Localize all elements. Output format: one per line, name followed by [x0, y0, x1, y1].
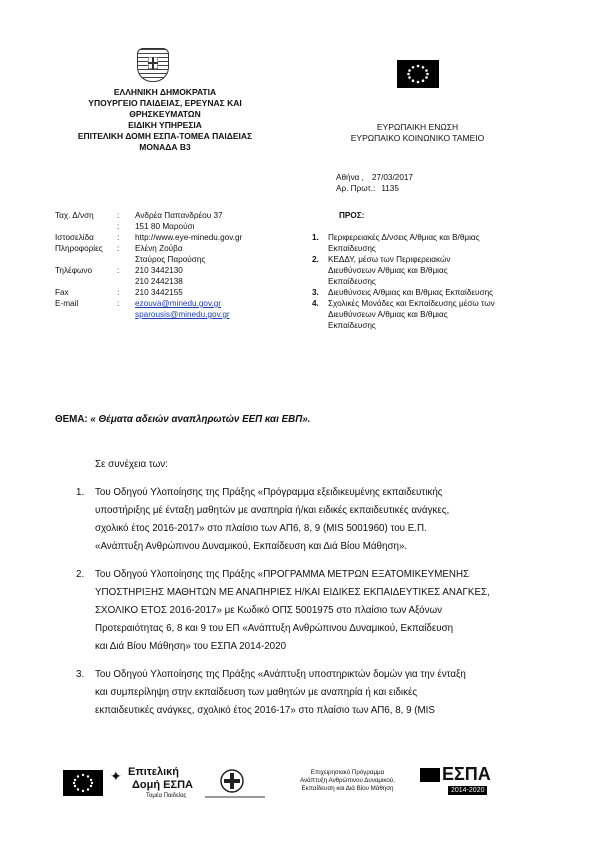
header-line: ΕΠΙΤΕΛΙΚΗ ΔΟΜΗ ΕΣΠΑ-ΤΟΜΕΑ ΠΑΙΔΕΙΑΣ	[77, 131, 253, 141]
document-date: 27/03/2017	[372, 173, 413, 182]
recipient-line: Εκπαίδευσης	[328, 321, 376, 330]
recipient-line: Διευθύνσεις Α/θμιας και Β/θμιας Εκπαίδευσης	[328, 288, 494, 297]
list-item	[76, 666, 513, 720]
contact-label	[55, 221, 117, 232]
espa-title: ΕΣΠΑ	[442, 764, 491, 784]
item-number: 1.	[76, 487, 85, 498]
contact-label: Fax	[55, 288, 69, 297]
program-line: Εκπαίδευση και Διά Βίου Μάθηση	[301, 785, 394, 792]
contact-row: : 151 80 Μαρούσι	[55, 221, 295, 232]
item-line: Του Οδηγού Υλοποίησης της Πράξης «Πρόγραμμα εξειδικευμένης εκπαιδευτικής	[95, 487, 443, 498]
header-line: ΜΟΝΑΔΑ Β3	[139, 142, 191, 152]
contact-block	[55, 210, 295, 320]
recipient-number: 4.	[312, 299, 319, 308]
contact-label: Ιστοσελίδα	[55, 233, 94, 242]
item-line: και συμπερίληψη στην εκπαίδευση των μαθητών με αναπηρία ή και ειδικές	[95, 687, 418, 698]
item-line: «Ανάπτυξη Ανθρώπινου Δυναμικού, Εκπαίδευση και Διά Βίου Μάθηση».	[95, 541, 408, 552]
header-line: ΥΠΟΥΡΓΕΙΟ ΠΑΙΔΕΙΑΣ, ΕΡΕΥΝΑΣ ΚΑΙ	[88, 98, 242, 108]
eu-flag-small-icon	[63, 770, 103, 796]
contact-label	[55, 276, 117, 287]
contact-row: Ιστοσελίδα : http://www.eye-minedu.gov.gr	[55, 233, 243, 242]
espa-structure-logo	[110, 764, 210, 804]
eu-union-label: ΕΥΡΩΠΑΙΚΗ ΕΝΩΣΗ	[376, 122, 459, 132]
program-line: Ανάπτυξη Ανθρώπινου Δυναμικού,	[300, 777, 395, 784]
recipient-line: Εκπαίδευσης	[328, 277, 376, 286]
header-line: ΕΙΔΙΚΗ ΥΠΗΡΕΣΙΑ	[128, 120, 202, 130]
program-text	[285, 769, 410, 793]
logo-subtext: Τομέα Παιδείας	[146, 793, 187, 799]
footer-logos	[55, 764, 540, 809]
item-line: ΥΠΟΣΤΗΡΙΞΗΣ ΜΑΘΗΤΩΝ ΜΕ ΑΝΑΠΗΡΙΕΣ Η/ΚΑΙ ΕΙΔΙΚΕΣ ΕΚΠΑΙΔΕΥΤΙΚΕΣ ΑΝΑΓΚΕΣ,	[95, 587, 490, 598]
greek-emblem	[137, 48, 169, 82]
star-icon: ✦	[110, 768, 122, 784]
subject-label: ΘΕΜΑ:	[55, 414, 88, 425]
espa-flag-icon	[420, 768, 440, 782]
contact-row: Πληροφορίες : Ελένη Ζούβα	[55, 244, 183, 253]
contact-label	[55, 309, 117, 320]
intro-text: Σε συνέχεια των:	[95, 459, 168, 470]
point-list	[76, 484, 513, 720]
logo-text: Επιτελική	[128, 766, 179, 778]
recipient-line: Σχολικές Μονάδες και Εκπαίδευσης μέσω των	[328, 299, 495, 308]
contact-value: Ανδρέα Παπανδρέου 37	[135, 211, 223, 220]
item-line: Του Οδηγού Υλοποίησης της Πράξης «ΠΡΟΓΡΑΜΜΑ ΜΕΤΡΩΝ ΕΞΑΤΟΜΙΚΕΥΜΕΝΗΣ	[95, 569, 470, 580]
contact-row	[55, 276, 295, 287]
subject-text: « Θέματα αδειών αναπληρωτών ΕΕΠ και ΕΒΠ».	[90, 414, 311, 425]
recipients-title: ΠΡΟΣ:	[339, 211, 365, 220]
subject-line	[55, 414, 310, 425]
ministry-emblem-icon	[218, 768, 246, 794]
item-line: και Διά Βίου Μάθηση» του ΕΣΠΑ 2014-2020	[95, 641, 287, 652]
header-line: ΘΡΗΣΚΕΥΜΑΤΩΝ	[129, 109, 201, 119]
item-line: υποστήριξης μέ ένταξη μαθητών με αναπηρία ή/και ειδικές εκπαιδευτικές ανάγκες,	[95, 505, 450, 516]
recipient-number: 1.	[312, 233, 319, 242]
espa-years: 2014-2020	[448, 786, 487, 795]
contact-row	[55, 254, 295, 265]
espa-logo	[420, 764, 500, 800]
contact-label: Τηλέφωνο	[55, 266, 93, 275]
item-line: εκπαιδευτικές ανάγκες, σχολικό έτος 2016-17» στο πλαίσιο των ΑΠ6, 8, 9 (MIS	[95, 705, 435, 716]
contact-row: Τηλέφωνο : 210 3442130	[55, 266, 183, 275]
recipient-item	[312, 254, 537, 287]
recipient-line: Διευθύνσεων Α/θμιας και Β/θμιας	[328, 310, 448, 319]
contact-label: Πληροφορίες	[55, 244, 103, 253]
recipient-item	[312, 232, 537, 254]
email-link[interactable]: sparousis@minedu.gov.gr	[135, 310, 230, 319]
ministry-caption-line	[205, 796, 265, 798]
recipient-item	[312, 287, 537, 298]
item-number: 2.	[76, 569, 85, 580]
contact-row: Ταχ. Δ/νση : Ανδρέα Παπανδρέου 37	[55, 211, 223, 220]
recipient-item	[312, 298, 537, 331]
item-line: ΣΧΟΛΙΚΟ ΕΤΟΣ 2016-2017» με Κωδικό ΟΠΣ 5001975 στο πλαίσιο των Αξόνων	[95, 605, 443, 616]
header-line: ΕΛΛΗΝΙΚΗ ΔΗΜΟΚΡΑΤΙΑ	[113, 87, 217, 97]
contact-value: 151 80 Μαρούσι	[135, 222, 195, 231]
recipient-line: Εκπαίδευσης	[328, 244, 376, 253]
place-label: Αθήνα ,	[336, 173, 364, 182]
contact-label: Ταχ. Δ/νση	[55, 211, 94, 220]
contact-value: 210 2442138	[135, 277, 183, 286]
contact-value: Σταύρος Παρούσης	[135, 255, 206, 264]
protocol-number: 1135	[381, 184, 399, 193]
list-item	[76, 484, 513, 556]
program-line: Επιχειρησιακό Πρόγραμμα	[310, 769, 385, 776]
recipient-line: Περιφερειακές Δ/νσεις Α/θμιας και Β/θμιας	[328, 233, 480, 242]
list-item	[76, 566, 513, 656]
website-link[interactable]: http://www.eye-minedu.gov.gr	[135, 233, 243, 242]
cross-icon	[148, 57, 158, 69]
contact-value: 210 3442155	[135, 288, 183, 297]
contact-row: E-mail : ezouva@minedu.gov.gr	[55, 299, 221, 308]
logo-text: Δομή ΕΣΠΑ	[132, 779, 193, 791]
issuer-header	[55, 87, 275, 153]
item-line: σχολικό έτος 2016-2017» στο πλαίσιο των ΑΠ6, 8, 9 (MIS 5001960) του Ε.Π.	[95, 523, 427, 534]
eu-fund-label: ΕΥΡΩΠΑΙΚΟ ΚΟΙΝΩΝΙΚΟ ΤΑΜΕΙΟ	[350, 133, 485, 143]
contact-value: 210 3442130	[135, 266, 183, 275]
contact-row	[55, 309, 295, 320]
protocol-label: Αρ. Πρωτ.:	[336, 184, 376, 193]
email-link[interactable]: ezouva@minedu.gov.gr	[135, 299, 221, 308]
item-line: Προτεραιότητας 6, 8 και 9 του ΕΠ «Ανάπτυξη Ανθρώπινου Δυναμικού, Εκπαίδευση	[95, 623, 454, 634]
contact-label: E-mail	[55, 299, 79, 308]
recipient-line: Διευθύνσεων Α/θμιας και Β/θμιας	[328, 266, 448, 275]
eu-flag-icon	[397, 60, 439, 88]
item-number: 3.	[76, 669, 85, 680]
date-block	[336, 172, 486, 194]
recipient-number: 2.	[312, 255, 319, 264]
contact-row: Fax : 210 3442155	[55, 288, 183, 297]
recipients-block	[312, 210, 537, 331]
contact-label	[55, 254, 117, 265]
recipient-number: 3.	[312, 288, 319, 297]
item-line: Του Οδηγού Υλοποίησης της Πράξης «Ανάπτυξη υποστηρικτών δομών για την ένταξη	[95, 669, 466, 680]
eu-header	[330, 122, 505, 144]
contact-value: Ελένη Ζούβα	[135, 244, 183, 253]
recipient-line: ΚΕΔΔΥ, μέσω των Περιφερειακών	[328, 255, 451, 264]
